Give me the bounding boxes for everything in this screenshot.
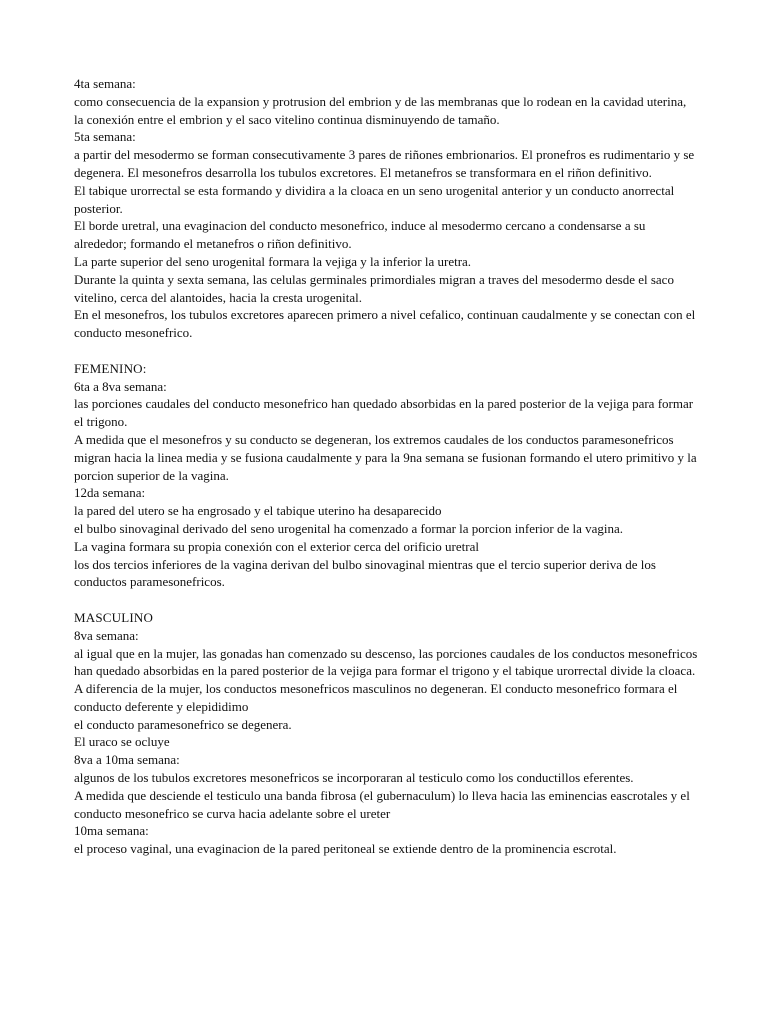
week-12-label: 12da semana: [74,485,146,501]
week-10-paragraph-1: el proceso vaginal, una evaginacion de la pared peritoneal se extiende dentro de la prominencia escrotal. [74,841,617,857]
week-4-paragraph: como consecuencia de la expansion y protrusion del embrion y de las membranas que lo rodean en la cavidad uterina, la conexión entre el embrion y el saco vitelino continua disminuyendo de tamaño. [74,93,687,127]
week-8-10-paragraph-2: A medida que desciende el testiculo una banda fibrosa (el gubernaculum) lo lleva hacia las eminencias eascrotales y el conducto mesonefrico se curva hacia adelante sobre el ureter [74,787,690,821]
week-5-label: 5ta semana: [74,129,136,145]
female-heading: FEMENINO: [74,360,147,376]
week-5-paragraph-5: Durante la quinta y sexta semana, las celulas germinales primordiales migran a traves del mesodermo desde el saco vitelino, cerca del alantoides, hacia la cresta urogenital. [74,271,674,305]
week-8-10-label: 8va a 10ma semana: [74,752,180,768]
week-6-8-label: 6ta a 8va semana: [74,378,167,394]
section-spacer [74,342,698,360]
male-heading: MASCULINO [74,609,154,625]
week-8-paragraph-2: A diferencia de la mujer, los conductos mesonefricos masculinos no degeneran. El conducto mesonefrico formara el conducto deferente y elepididimo [74,681,678,714]
week-10-label: 10ma semana: [74,823,149,839]
week-5-paragraph-1: a partir del mesodermo se forman consecutivamente 3 pares de riñones embrionarios. El pronefros es rudimentario y se degenera. El mesonefros desarrolla los tubulos excretores. El metanefros se transformara en el riñon definitivo. [74,147,695,180]
week-4-label: 4ta semana: [74,76,136,91]
week-8-paragraph-3: el conducto paramesonefrico se degenera. [74,716,292,732]
week-8-paragraph-4: El uraco se ocluye [74,734,170,750]
week-6-8-paragraph-2: A medida que el mesonefros y su conducto se degeneran, los extremos caudales de los conductos paramesonefricos migran hacia la linea media y se fusiona caudalmente y para la 9na semana se fusionan formando el utero primitivo y la porcion superior de la vagina. [74,431,697,483]
section-female [74,360,698,591]
week-5-paragraph-6: En el mesonefros, los tubulos excretores aparecen primero a nivel cefalico, continuan caudalmente y se conectan con el conducto mesonefrico. [74,307,696,341]
week-5-paragraph-4: La parte superior del seno urogenital formara la vejiga y la inferior la uretra. [74,253,472,269]
week-12-paragraph-2: el bulbo sinovaginal derivado del seno urogenital ha comenzado a formar la porcion inferior de la vagina. [74,520,624,536]
week-8-paragraph-1: al igual que en la mujer, las gonadas han comenzado su descenso, las porciones caudales de los conductos mesonefricos han quedado absorbidas en la pared posterior de la vejiga para formar el trigono y el tabique urorrectal divide la cloaca. [74,645,698,679]
week-12-paragraph-3: La vagina formara su propia conexión con el exterior cerca del orificio uretral [74,538,479,554]
week-6-8-paragraph-1: las porciones caudales del conducto mesonefrico han quedado absorbidas en la pared posterior de la vejiga para formar el trigono. [74,396,694,430]
section-intro [74,75,698,342]
week-5-paragraph-3: El borde uretral, una evaginacion del conducto mesonefrico, induce al mesodermo cercano a condensarse a su alrededor; formando el metanefros o riñon definitivo. [74,218,646,252]
section-male [74,609,698,858]
week-12-paragraph-1: la pared del utero se ha engrosado y el tabique uterino ha desaparecido [74,503,442,519]
section-spacer [74,591,698,609]
week-12-paragraph-4: los dos tercios inferiores de la vagina derivan del bulbo sinovaginal mientras que el tercio superior deriva de los conductos paramesonefricos. [74,556,656,590]
week-5-paragraph-2: El tabique urorrectal se esta formando y dividira a la cloaca en un seno urogenital anterior y un conducto anorrectal posterior. [74,182,675,216]
week-8-label: 8va semana: [74,627,139,643]
week-8-10-paragraph-1: algunos de los tubulos excretores mesonefricos se incorporaran al testiculo como los conductillos eferentes. [74,770,634,786]
document-page [74,75,698,858]
